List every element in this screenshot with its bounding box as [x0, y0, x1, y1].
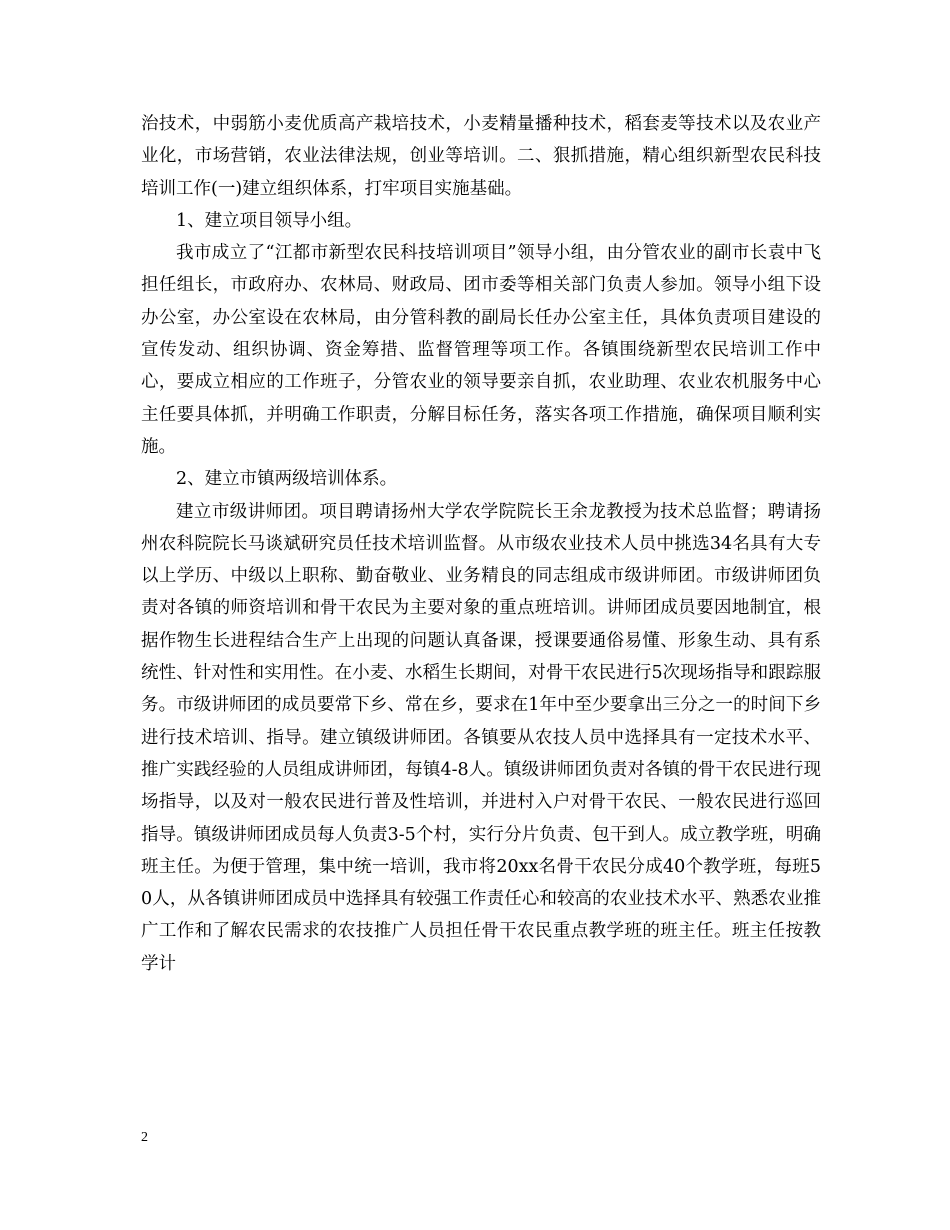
paragraph-2-heading: 1、建立项目领导小组。 — [176, 210, 363, 231]
paragraph-3: 我市成立了“江都市新型农民科技培训项目”领导小组，由分管农业的副市长袁中飞担任组长，市政府办、农林局、财政局、团市委等相关部门负责人参加。领导小组下设办公室，办公室设在农林局，由分管科教的副局长任办公室主任，具体负责项目建设的宣传发动、组织协调、资金筹措、监督管理等项工作。各镇围绕新型农民培训工作中心，要成立相应的工作班子，分管农业的领导要亲自抓，农业助理、农业农机服务中心主任要具体抓，并明确工作职责，分解目标任务，落实各项工作措施，确保项目顺利实施。 — [141, 243, 821, 457]
paragraph-4-heading: 2、建立市镇两级培训体系。 — [176, 469, 398, 490]
paragraph-1: 治技术，中弱筋小麦优质高产栽培技术，小麦精量播种技术，稻套麦等技术以及农业产业化，市场营销，农业法律法规，创业等培训。二、狠抓措施，精心组织新型农民科技培训工作(一)建立组织体系，打牢项目实施基础。 — [141, 114, 821, 199]
paragraph-5: 建立市级讲师团。项目聘请扬州大学农学院院长王余龙教授为技术总监督；聘请扬州农科院院长马谈斌研究员任技术培训监督。从市级农业技术人员中挑选34名具有大专以上学历、中级以上职称、勤奋敬业、业务精良的同志组成市级讲师团。市级讲师团负责对各镇的师资培训和骨干农民为主要对象的重点班培训。讲师团成员要因地制宜，根据作物生长进程结合生产上出现的问题认真备课，授课要通俗易懂、形象生动、具有系统性、针对性和实用性。在小麦、水稻生长期间，对骨干农民进行5次现场指导和跟踪服务。市级讲师团的成员要常下乡、常在乡，要求在1年中至少要拿出三分之一的时间下乡进行技术培训、指导。建立镇级讲师团。各镇要从农技人员中选择具有一定技术水平、推广实践经验的人员组成讲师团，每镇4-8人。镇级讲师团负责对各镇的骨干农民进行现场指导，以及对一般农民进行普及性培训，并进村入户对骨干农民、一般农民进行巡回指导。镇级讲师团成员每人负责3-5个村，实行分片负责、包干到人。成立教学班，明确班主任。为便于管理，集中统一培训，我市将20xx名骨干农民分成40个教学班，每班50人，从各镇讲师团成员中选择具有较强工作责任心和较高的农业技术水平、熟悉农业推广工作和了解农民需求的农技推广人员担任骨干农民重点教学班的班主任。班主任按教学计 — [141, 501, 821, 974]
document-body — [141, 108, 821, 980]
page-number: 2 — [141, 1130, 148, 1145]
